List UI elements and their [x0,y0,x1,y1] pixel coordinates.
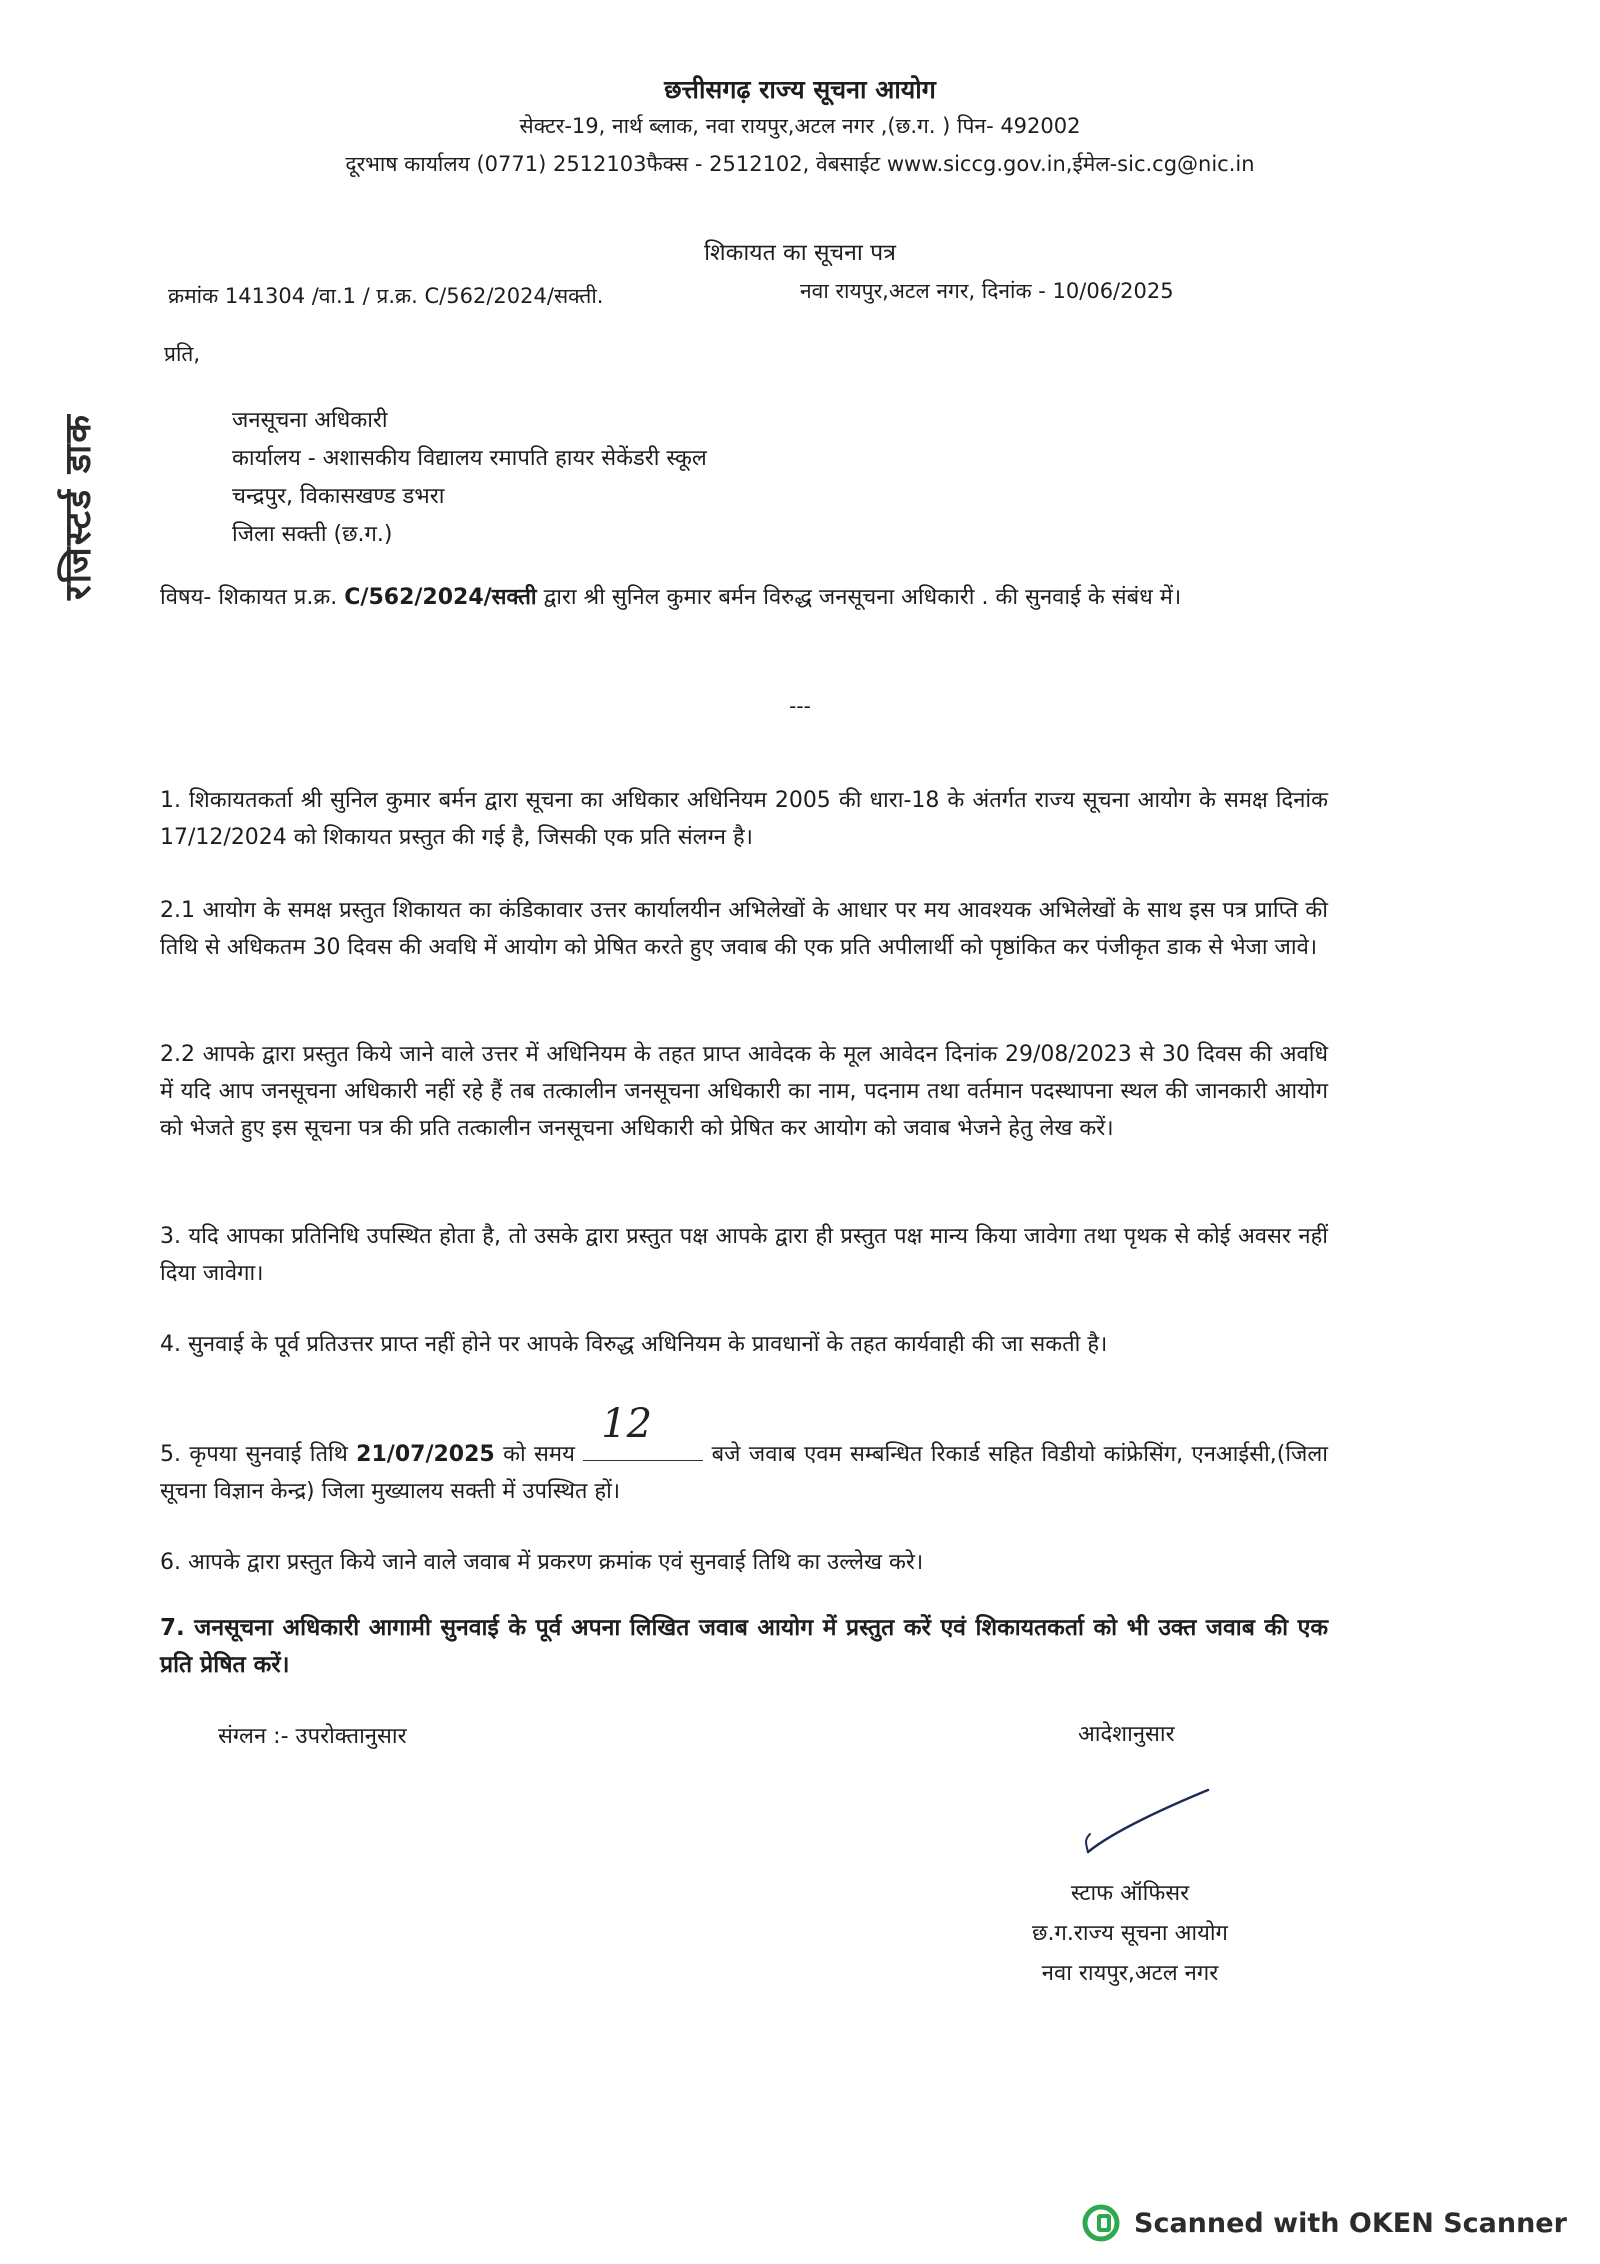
signatory-designation: स्टाफ ऑफिसर [1070,1881,1190,1906]
subject-line [160,578,1340,618]
scanner-watermark [1082,2204,1567,2242]
commission-address: सेक्टर-19, नार्थ ब्लाक, नवा रायपुर,अटल नगर ,(छ.ग. ) पिन- 492002 [519,114,1081,138]
document-title: शिकायत का सूचना पत्र [704,240,896,266]
paragraph-2-1: 2.1 आयोग के समक्ष प्रस्तुत शिकायत का कंडिकावार उत्तर कार्यालयीन अभिलेखों के आधार पर मय आवश्यक अभिलेखों के साथ इस पत्र प्राप्ति की तिथि से अधिकतम 30 दिवस की अवधि में आयोग को प्रेषित करते हुए जवाब की एक प्रति अपीलार्थी को पृष्ठांकित कर पंजीकृत डाक से भेजा जावे। [160,898,1328,960]
addressee-line: कार्यालय - अशासकीय विद्यालय रमापति हायर सेकेंडरी स्कूल [232,446,707,471]
addressee-line: चन्द्रपुर, विकासखण्ड डभरा [232,484,445,509]
paragraph-3: 3. यदि आपका प्रतिनिधि उपस्थित होता है, तो उसके द्वारा प्रस्तुत पक्ष आपके द्वारा ही प्रस्तुत पक्ष मान्य किया जावेगा तथा पृथक से कोई अवसर नहीं दिया जावेगा। [160,1224,1328,1286]
order-by: आदेशानुसार [1078,1722,1175,1747]
para5-after: बजे जवाब एवम सम्बन्धित रिकार्ड सहित विडीयो कांफ्रेसिंग, एनआईसी,(जिला सूचना विज्ञान केन्द्र) जिला मुख्यालय सक्ती में उपस्थित हों। [160,1442,1328,1504]
commission-name: छत्तीसगढ़ राज्य सूचना आयोग [664,75,936,104]
paragraph-4: 4. सुनवाई के पूर्व प्रतिउत्तर प्राप्त नहीं होने पर आपके विरुद्ध अधिनियम के प्रावधानों के तहत कार्यवाही की जा सकती है। [160,1332,1108,1357]
paragraph-2-2: 2.2 आपके द्वारा प्रस्तुत किये जाने वाले उत्तर में अधिनियम के तहत प्राप्त आवेदक के मूल आवेदन दिनांक 29/08/2023 से 30 दिवस की अवधि में यदि आप जनसूचना अधिकारी नहीं रहे हैं तब तत्कालीन जनसूचना अधिकारी का नाम, पदनाम तथा वर्तमान पदस्थापना स्थल की जानकारी आयोग को भेजते हुए इस सूचना पत्र की प्रति तत्कालीन जनसूचना अधिकारी को प्रेषित कर आयोग को जवाब भेजने हेतु लेख करें। [160,1042,1328,1141]
subject-rest: द्वारा श्री सुनिल कुमार बर्मन विरुद्ध जनसूचना अधिकारी . की सुनवाई के संबंध में। [536,585,1182,610]
oken-scanner-logo-icon [1082,2204,1120,2242]
para5-mid: को समय [494,1442,584,1467]
registered-post-stamp: रजिस्टर्ड डाक [58,413,99,600]
subject-prefix: विषय- शिकायत प्र.क्र. [160,585,345,610]
hearing-date: 21/07/2025 [356,1442,495,1467]
signatory-place: नवा रायपुर,अटल नगर [1041,1961,1219,1986]
paragraph-5 [160,1401,1328,1510]
subject-case-number: C/562/2024/सक्ती [344,585,537,610]
signature [1080,1784,1220,1864]
commission-contact: दूरभाष कार्यालय (0771) 2512103फैक्स - 2512102, वेबसाईट www.siccg.gov.in,ईमेल-sic.cg@nic.in [345,152,1255,176]
paragraph-6: 6. आपके द्वारा प्रस्तुत किये जाने वाले जवाब में प्रकरण क्रमांक एवं सुनवाई तिथि का उल्लेख करे। [160,1550,924,1575]
hearing-time-handwritten: 12 [601,1401,653,1447]
para5-before: 5. कृपया सुनवाई तिथि [160,1442,357,1467]
to-label: प्रति, [164,342,201,366]
paragraph-1: 1. शिकायतकर्ता श्री सुनिल कुमार बर्मन द्वारा सूचना का अधिकार अधिनियम 2005 की धारा-18 के अंतर्गत राज्य सूचना आयोग के समक्ष दिनांक 17/12/2024 को शिकायत प्रस्तुत की गई है, जिसकी एक प्रति संलग्न है। [160,788,1328,850]
signatory-block [980,1874,1280,1994]
addressee-line: जिला सक्ती (छ.ग.) [232,522,393,547]
signatory-office: छ.ग.राज्य सूचना आयोग [1032,1921,1228,1946]
hearing-time-field [583,1401,703,1461]
scanner-watermark-text: Scanned with OKEN Scanner [1134,2207,1567,2239]
separator: --- [789,694,811,718]
paragraph-7: 7. जनसूचना अधिकारी आगामी सुनवाई के पूर्व अपना लिखित जवाब आयोग में प्रस्तुत करें एवं शिकायतकर्ता को भी उक्त जवाब की एक प्रति प्रेषित करें। [160,1615,1328,1678]
place-and-date: नवा रायपुर,अटल नगर, दिनांक - 10/06/2025 [800,279,1174,303]
enclosure-note: संग्लन :- उपरोक्तानुसार [218,1724,407,1749]
addressee-line: जनसूचना अधिकारी [232,408,388,433]
reference-number: क्रमांक 141304 /वा.1 / प्र.क्र. C/562/2024/सक्ती. [168,284,604,308]
